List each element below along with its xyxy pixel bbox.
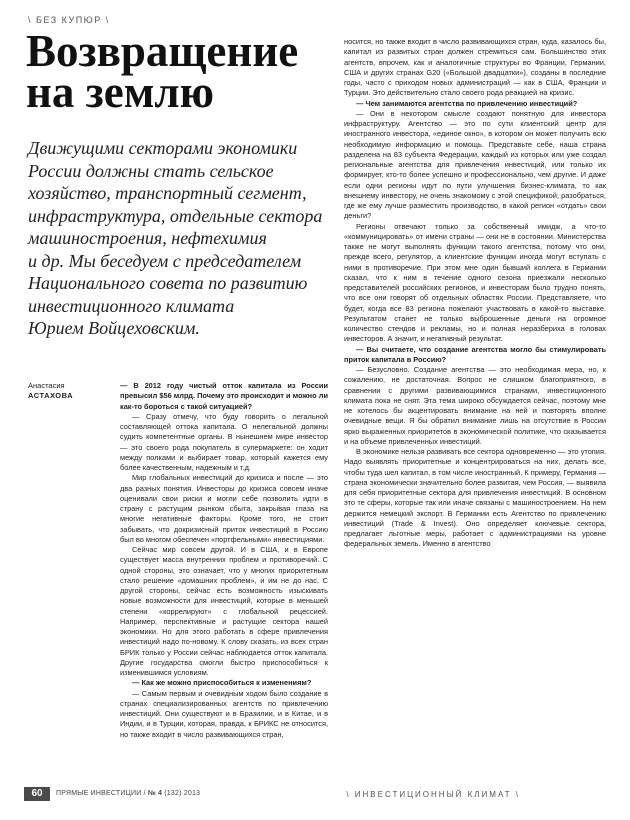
- paragraph: Сейчас мир совсем другой. И в США, и в Европе существует масса внутренних проблем и противоречий. С одной стороны, это означает, что у многих приоритетным стало решение «домашних проблем», и им не до нас. С другой стороны, сейчас есть возможность изыскивать новые возможности для инвестиций, которые в меньшей степени «коррелируют» с глобальной рецессией. Например, перспективные и растущие сектора нашей экономики. Но для этого работать в сфере привлечения инвестиций надо по-новому. К слову сказать, из всех стран БРИК только у России сейчас наблюдается отток капитала. Другие государства смогли быстро приспособиться к изменившимся условиям.: [120, 545, 328, 677]
- interview-answer: — Они в некотором смысле создают понятную для инвестора инфраструктуру. Агентство — это по сути клиентский центр для иностранного инвестора, «единое окно», в котором он может получить всю необходимую информацию и помощь. Представьте себе, наша страна разделена на 83 субъекта Федерации, каждый из которых или уже создал региональные агентства для привлечения инвестиций, или только их формирует, кто-то более успешно и профессионально, чем другие. И даже если одни регионы идут по пути улучшения бизнес-климата, то как внешнему инвестору, не очень знакомому с этой спецификой, разобраться, где же ему лучше разместить производство, в какой регион «отдать» свои деньги?: [344, 108, 606, 221]
- interview-answer: — Безусловно. Создание агентства — это необходимая мера, но, к сожалению, не достаточная. Вопрос не слишком благоприятного, в сравнении с другими развивающимися странами, инвестиционного климата пока не снят. Эта тема широко обсуждается сейчас, поэтому мне не хотелось бы акцентировать внимание на ней и повторять вполне очевидные вещи. Я бы обратил внимание лишь на отсутствие в России ярко выраженных приоритетов в экономической политике, что сказывается и на объеме привлеченных инвестиций.: [344, 365, 606, 446]
- lead-line: инфраструктура, отдельные сектора: [28, 205, 323, 226]
- title-line: на землю: [26, 67, 215, 117]
- lead-paragraph: [28, 137, 340, 340]
- issue-number: № 4: [147, 790, 163, 797]
- lead-line: Национального совета по развитию: [28, 273, 308, 293]
- interview-question: — Чем занимаются агентства по привлечению инвестиций?: [356, 98, 578, 108]
- section-name: \ ИНВЕСТИЦИОННЫЙ КЛИМАТ \: [346, 790, 520, 799]
- paragraph: Регионы отвечают только за собственный имидж, а что-то «коммуницировать» от имени страны — они не в состоянии. Министерства также не могут выполнять функции такого агентства, потому что они, прежде всего, регулятор, а клиентские функции иногда могут вступать с ними в противоречие. При этом мне один бывший коллега в Германии сказал, что к ним в течение одного сезона приезжали несколько представителей российских регионов, и инвесторам было трудно понять, что все они говорят об отдельных областях России. Представляете, что будет, когда все 83 региона пожелают участвовать в какой-то выставке. Результатом станет не только выброшенные деньги на огромное количество стендов и рекламы, но и полная неразбериха в головах инвесторов. А значит, и негативный результат.: [344, 221, 606, 344]
- magazine-name: ПРЯМЫЕ ИНВЕСТИЦИИ /: [56, 790, 148, 797]
- lead-line: инвестиционного климата: [28, 295, 235, 316]
- issue-date: (132) 2013: [162, 790, 201, 797]
- lead-line: и др. Мы беседуем с председателем: [28, 250, 302, 271]
- paragraph: В экономике нельзя развивать все сектора одновременно — это утопия. Надо выявлять приоритетные и концентрироваться на них, делать все, чтобы туда шел капитал, в том числе иностранный. К примеру, Германия — страна экономически значительно более развитая, чем Россия, — выявила для себя приоритетные сектора для привлечения инвестиций. В основном это те сферы, которые так или иначе связаны с машиностроением. На нем держится немецкий экспорт. В Германии есть Агентство по привлечению инвестиций (Trade & Invest). Оно определяет ключевые сектора, предлагает льготные меры, работает с администрациями на уровне федеральных земель. Именно в агентство: [344, 447, 606, 549]
- lead-line: России должны стать сельское: [28, 160, 274, 181]
- interview-answer: — Сразу отмечу, что буду говорить о легальной составляющей оттока капитала. О нелегальной должны судить компетентные органы. В нынешнем мире инвестор — это своего рода покупатель в супермаркете: он ходит между полками и выбирает товар, который кажется ему более качественным, надежным и т.д.: [120, 411, 328, 472]
- article-column-left: [120, 381, 328, 776]
- lead-line: Юрием Войцеховским.: [28, 318, 200, 338]
- paragraph: Мир глобальных инвестиций до кризиса и после — это два разных понятия. Инвесторы до кризиса совсем иначе оценивали свои риски и могли себе позволить идти в страну с растущим рынком сбыта, закрывая глаза на многие негативные факторы. Кроме того, не стоит забывать, что докризисный приток инвестиций в Россию был во многом обеспечен «портфельными» инвестициями.: [120, 473, 328, 544]
- author-first-name: Анастасия: [28, 381, 65, 390]
- lead-line: машиностроения, нефтехимия: [28, 228, 267, 248]
- article-column-right: [344, 37, 606, 777]
- interview-question: — Вы считаете, что создание агентства могло бы стимулировать приток капитала в Россию?: [344, 344, 606, 364]
- paragraph-continued: носится, но также входит в число развивающихся стран, куда, казалось бы, капитал из развитых стран должен стремиться сам. Большинство этих агентств, впрочем, как и аналогичные структуры во Франции, Германии, США и других странах G20 («Большой двадцатки»), созданы в последние годы, часто с приходом новых администраций — как в США, Франции и Турции. Это действительно стало своего рода реакцией на кризис.: [344, 37, 606, 98]
- page-footer: [0, 787, 630, 803]
- magazine-info: [56, 790, 200, 797]
- lead-line: хозяйство, транспортный сегмент,: [28, 183, 307, 203]
- lead-line: Движущими секторами экономики: [28, 138, 298, 158]
- interview-question: — В 2012 году чистый отток капитала из России превысил $56 млрд. Почему это происходит и можно ли как-то бороться с такой ситуацией?: [120, 381, 328, 411]
- author-byline: [28, 381, 73, 401]
- author-last-name: АСТАХОВА: [28, 391, 74, 400]
- title-line: Возвращение: [26, 26, 299, 76]
- page-number: 60: [24, 787, 50, 801]
- rubric: \ БЕЗ КУПЮР \: [28, 15, 110, 25]
- interview-answer: — Самым первым и очевидным ходом было создание в странах специализированных агентств по привлечению инвестиций. Они существуют и в Бразилии, и в Китае, и в Индии, и в Турции, которая, правда, к БРИКС не относится, но также входит в число развивающихся стран,: [120, 688, 328, 739]
- interview-question: — Как же можно приспособиться к изменениям?: [132, 678, 312, 688]
- article-title: [26, 26, 336, 117]
